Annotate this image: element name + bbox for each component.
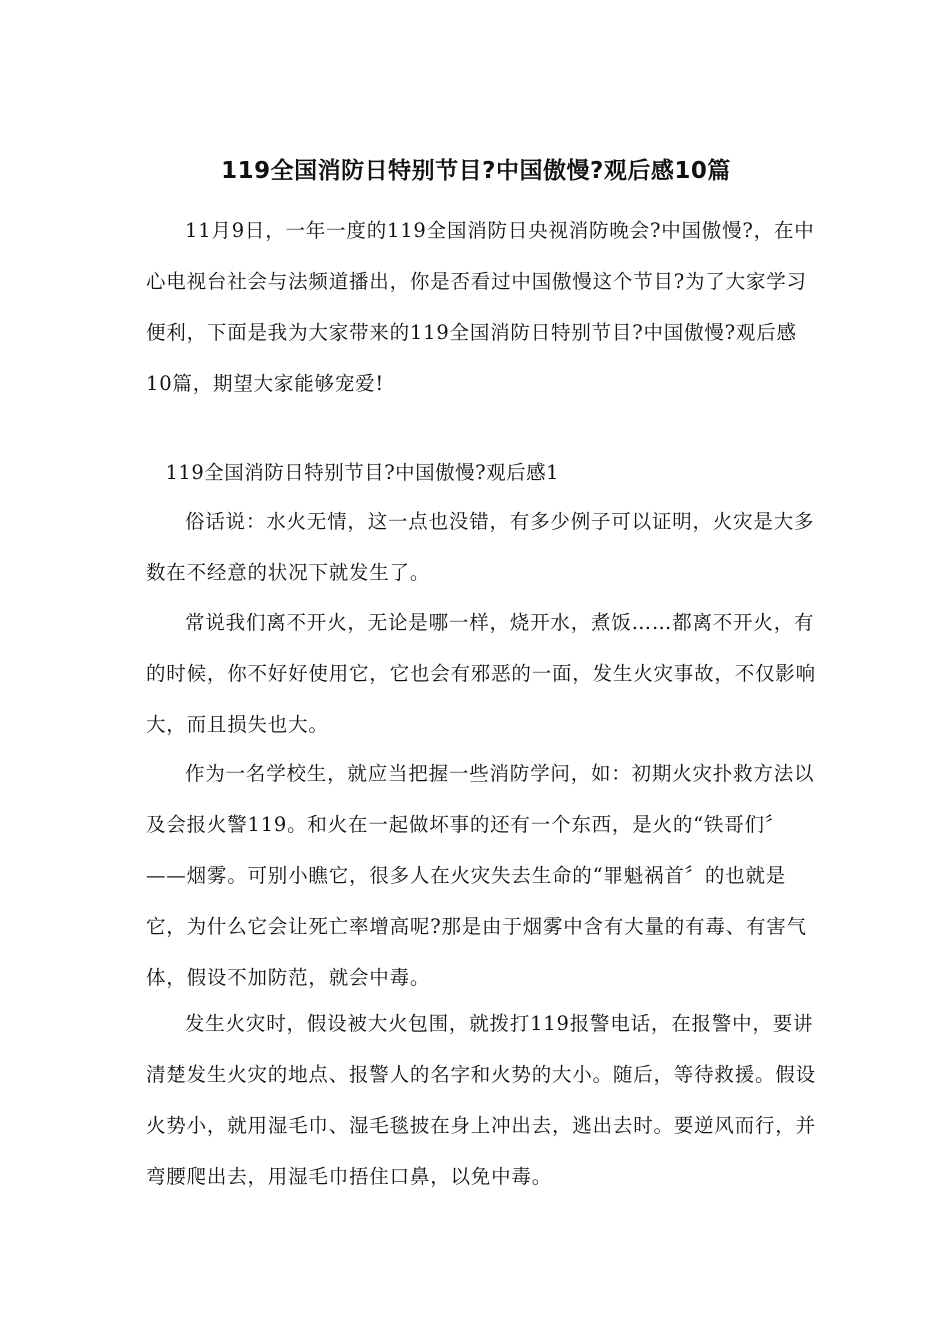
body-paragraph: 常说我们离不开火，无论是哪一样，烧开水，煮饭……都离不开火，有的时候，你不好好使用它，它也会有邪恶的一面，发生火灾事故，不仅影响大，而且损失也大。 — [146, 611, 816, 736]
document-title: 119全国消防日特别节目?中国傲慢?观后感10篇 — [221, 158, 731, 184]
intro-paragraph: 11月9日，一年一度的119全国消防日央视消防晚会?中国傲慢?，在中心电视台社会与法频道播出，你是否看过中国傲慢这个节目?为了大家学习便利，下面是我为大家带来的119全国消防日特别节目?中国傲慢?观后感10篇，期望大家能够宠爱! — [146, 219, 815, 395]
body-paragraph: 作为一名学校生，就应当把握一些消防学问，如：初期火灾扑救方法以及会报火警119。和火在一起做坏事的还有一个东西，是火的“铁哥们〞——烟雾。可别小瞧它，很多人在火灾失去生命的“罪魁祸首〞的也就是它，为什么它会让死亡率增高呢?那是由于烟雾中含有大量的有毒、有害气体，假设不加防范，就会中毒。 — [146, 762, 815, 989]
section-heading: 119全国消防日特别节目?中国傲慢?观后感1 — [165, 461, 560, 484]
body-paragraph: 俗话说：水火无情，这一点也没错，有多少例子可以证明，火灾是大多数在不经意的状况下就发生了。 — [146, 510, 815, 584]
body-paragraph: 发生火灾时，假设被大火包围，就拨打119报警电话，在报警中，要讲清楚发生火灾的地点、报警人的名字和火势的大小。随后，等待救援。假设火势小，就用湿毛巾、湿毛毯披在身上冲出去，逃出去时。要逆风而行，并弯腰爬出去，用湿毛巾捂住口鼻，以免中毒。 — [146, 1012, 816, 1188]
